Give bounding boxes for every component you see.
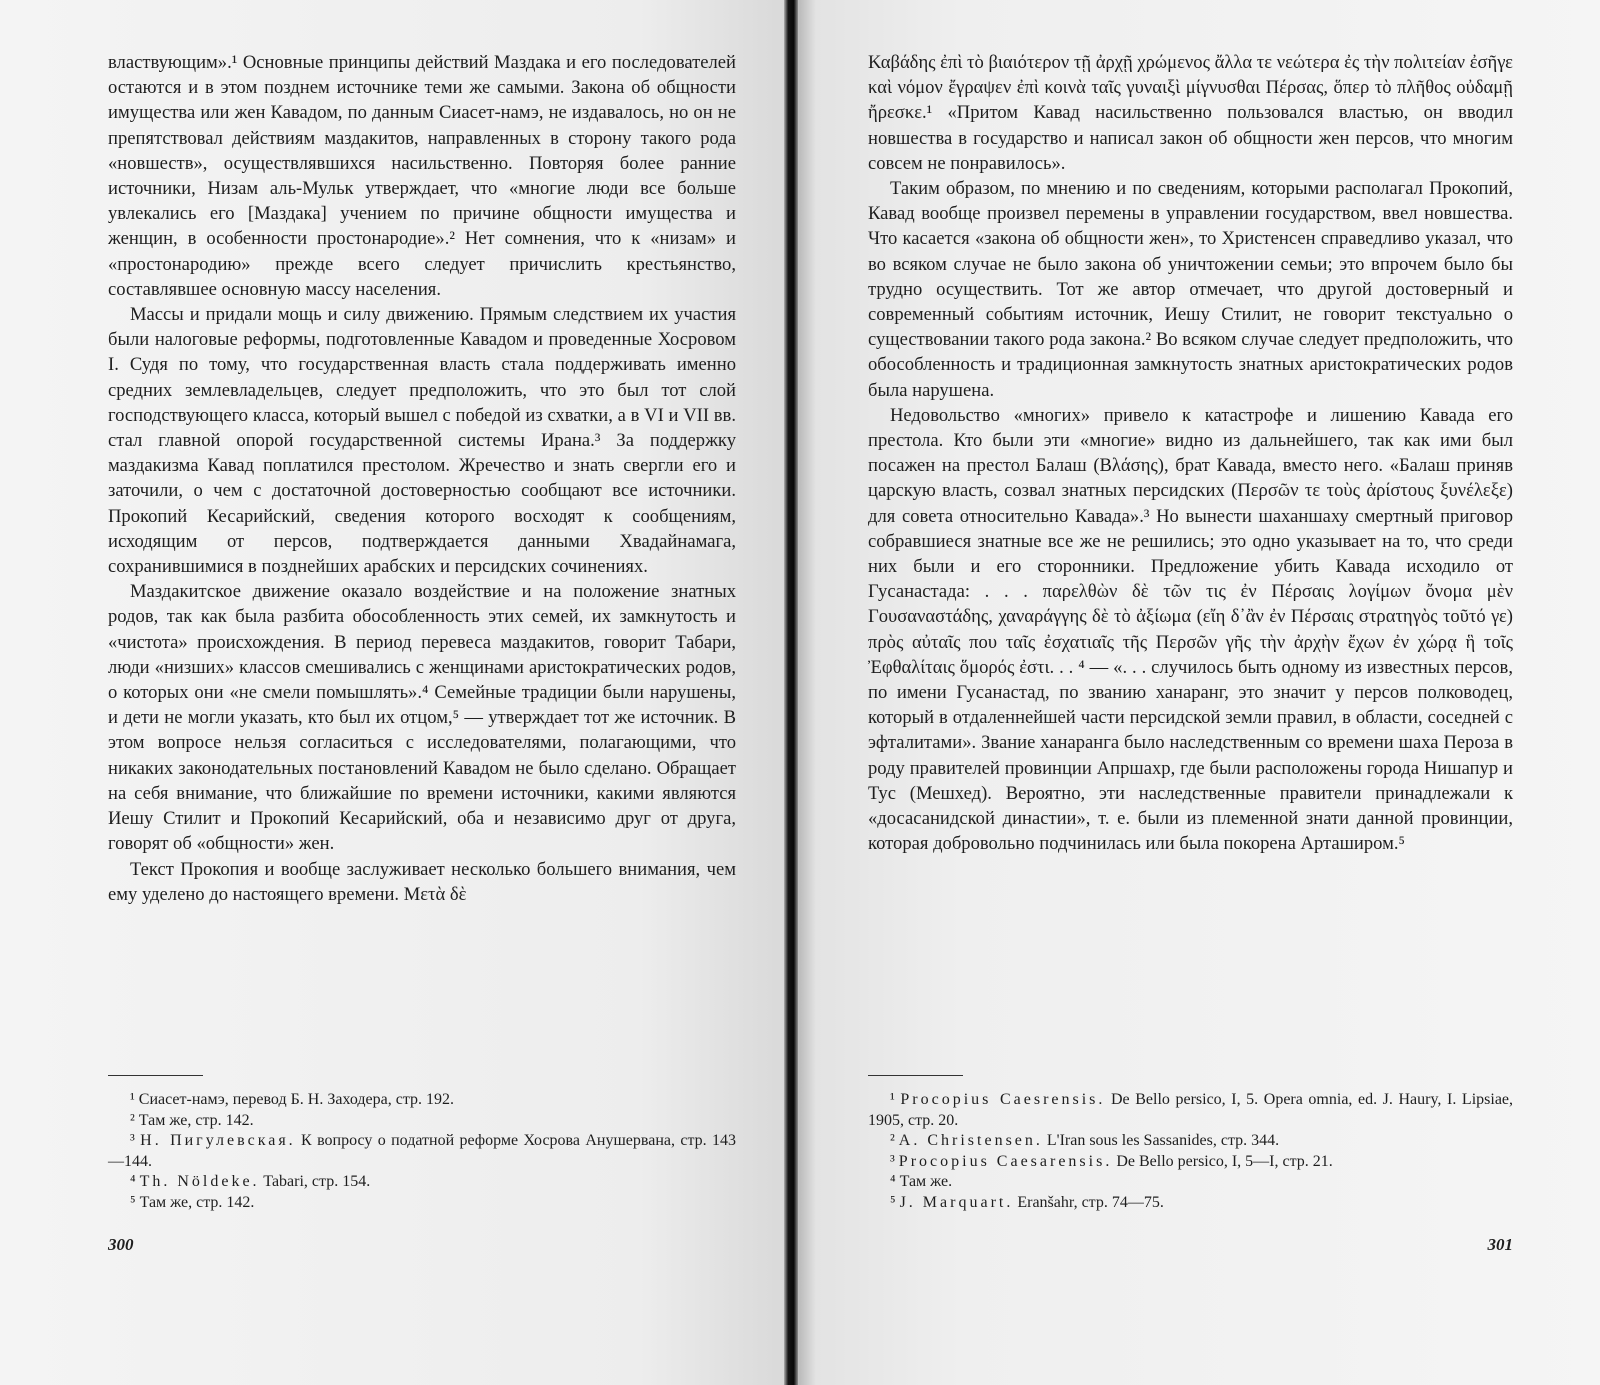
right-paragraph-3: Недовольство «многих» привело к катастрофе и лишению Кавада его престола. Кто были эти «многие» видно из дальнейшего, так как ими был посажен на престол Балаш (Βλάσης), брат Кавада, вместо него. «Балаш приняв царскую власть, созвал знатных персидских (Περσῶν τε τοὺς ἀρίστους ξυνέλεξε) для совета относительно Кавада».³ Но вынести шаханшаху смертный приговор собравшиеся знатные все же не решились; это одно указывает на то, что среди них были и его сторонники. Предложение убить Кавада исходило от Гусанастада: . . . παρελθὼν δὲ τῶν τις ἐν Πέρσαις λογίμων ὄνομα μὲν Γουσαναστάδης, χαναράγγης δὲ τὸ ἀξίωμα (εἴη δ᾽ἂν ἐν Πέρσαις στρατηγὸς τοῦτό γε) πρὸς αὐταῖς που ταῖς ἐσχατιαῖς τῆς Περσῶν γῆς τὴν ἀρχὴν ἔχων ἐν χώρᾳ ἣ τοῖς Ἐφθαλίταις ὅμορός ἐστι. . . ⁴ — «. . . случилось быть одному из известных персов, по имени Гусанастад, по званию ханаранг, это значит у персов полководец, который в отдаленнейшей части персидской земли правил, в области, соседней с эфталитами». Звание ханаранга было наследственным со времени шаха Пероза в роду правителей провинции Апршахр, где были расположены города Нишапур и Тус (Мешхед). Вероятно, эти наследственные правители принадлежали к «досасанидской династии», т. е. были из племенной знати данной провинции, которая добровольно подчинилась или была покорена Арташиром.⁵ bbox=[868, 404, 1513, 855]
footnote-rule bbox=[108, 1075, 203, 1076]
left-paragraph-4: Текст Прокопия и вообще заслуживает несколько большего внимания, чем ему уделено до настоящего времени. Μετὰ δὲ bbox=[108, 858, 736, 905]
right-paragraph-2: Таким образом, по мнению и по сведениям, которыми располагал Прокопий, Кавад вообще произвел перемены в управлении государством, ввел новшества. Что касается «закона об общности жен», то Христенсен справедливо указал, что во всяком случае не было закона об уничтожении семьи; это впрочем было бы трудно осуществить. Тот же автор отмечает, что другой достоверный и современный событиям источник, Иешу Стилит, не говорит текстуально о существовании такого рода закона.² Во всяком случае следует предположить, что обособленность и традиционная замкнутость знатных аристократических родов была нарушена. bbox=[868, 178, 1513, 401]
left-paragraph-2: Массы и придали мощь и силу движению. Прямым следствием их участия были налоговые реформы, подготовленные Кавадом и проведенные Хосровом I. Судя по тому, что государственная власть стала поддерживать именно средних землевладельцев, следует предположить, что это был тот слой господствующего класса, который вышел с победой из схватки, а в VI и VII вв. стал главной опорой государственной системы Ирана.³ За поддержку маздакизма Кавад поплатился престолом. Жречество и знать свергли его и заточили, о чем с достаточной достоверностью сообщают все источники. Прокопий Кесарийский, сведения которого восходят к сообщениям, исходящим от персов, подтверждается данными Хвадайнамага, сохранившимися в позднейших арабских и персидских сочинениях. bbox=[108, 304, 736, 578]
right-page bbox=[868, 50, 1514, 1254]
footnote-rule bbox=[868, 1075, 963, 1076]
left-page-number: 300 bbox=[108, 1235, 134, 1254]
left-footnote-3: ³ Н. Пигулевская. К вопросу о податной реформе Хосрова Анушервана, стр. 143—144. bbox=[108, 1132, 737, 1170]
left-paragraph-1: властвующим».¹ Основные принципы действий Маздака и его последователей остаются и в этом позднем источнике теми же самыми. Закона об общности имущества или жен Кавадом, по данным Сиасет-намэ, не издавалось, но он не препятствовал действиям маздакитов, направленных в сторону такого рода «новшеств», осуществлявшихся насильственно. Повторяя более ранние источники, Низам аль-Мульк утверждает, что «многие люди все больше увлекались его [Маздака] учением по причине общности имущества и женщин, в особенности простонародие».² Нет сомнения, что к «низам» и «простонародию» прежде всего следует причислить крестьянство, составлявшее основную массу населения. bbox=[108, 52, 736, 300]
right-footnote-2: ² A. Christensen. L'Iran sous les Sassanides, стр. 344. bbox=[890, 1132, 1280, 1150]
right-footnotes bbox=[868, 1075, 1513, 1214]
left-footnotes bbox=[108, 1075, 736, 1214]
left-footnote-1: ¹ Сиасет-намэ, перевод Б. Н. Заходера, стр. 192. bbox=[130, 1091, 455, 1108]
book-gutter bbox=[784, 0, 798, 1385]
right-footnote-3: ³ Procopius Caesarensis. De Bello persico, I, 5—I, стр. 21. bbox=[890, 1152, 1333, 1170]
right-footnote-1: ¹ Procopius Caesrensis. De Bello persico, I, 5. Opera omnia, ed. J. Haury, I. Lipsiae, 1905, стр. 20. bbox=[868, 1091, 1514, 1129]
left-footnote-5: ⁵ Там же, стр. 142. bbox=[130, 1193, 255, 1211]
right-page-number: 301 bbox=[1487, 1235, 1513, 1254]
right-footnote-5: ⁵ J. Marquart. Eranšahr, стр. 74—75. bbox=[890, 1193, 1164, 1211]
left-footnote-2: ² Там же, стр. 142. bbox=[130, 1111, 254, 1129]
right-paragraph-1: Καβάδης ἐπὶ τὸ βιαιότερον τῇ ἀρχῇ χρώμενος ἄλλα τε νεώτερα ἐς τὴν πολιτείαν ἐσῆγε καὶ νόμον ἔγραψεν ἐπὶ κοινὰ ταῖς γυναιξὶ μίγνυσθαι Πέρσας, ὅπερ τὸ πλῆθος οὐδαμῇ ἤρεσκε.¹ «Притом Кавад насильственно пользовался властью, он вводил новшества в государство и написал закон об общности жен персов, что многим совсем не понравилось». bbox=[868, 52, 1513, 174]
right-footnote-4: ⁴ Там же. bbox=[890, 1173, 953, 1191]
left-page bbox=[108, 50, 737, 1254]
left-paragraph-3: Маздакитское движение оказало воздействие и на положение знатных родов, так как была разбита обособленность этих семей, их замкнутость и «чистота» происхождения. В период перевеса маздакитов, говорит Табари, люди «низших» классов смешивались с женщинами аристократических родов, о которых они «не смели помышлять».⁴ Семейные традиции были нарушены, и дети не могли указать, кто был их отцом,⁵ — утверждает тот же источник. В этом вопросе нельзя согласиться с исследователями, полагающими, что никаких законодательных постановлений Кавадом не было сделано. Обращает на себя внимание, что ближайшие по времени источники, какими являются Иешу Стилит и Прокопий Кесарийский, оба и независимо друг от друга, говорят об «общности» жен. bbox=[108, 581, 736, 855]
left-footnote-4: ⁴ Th. Nöldeke. Tabari, стр. 154. bbox=[130, 1173, 371, 1191]
